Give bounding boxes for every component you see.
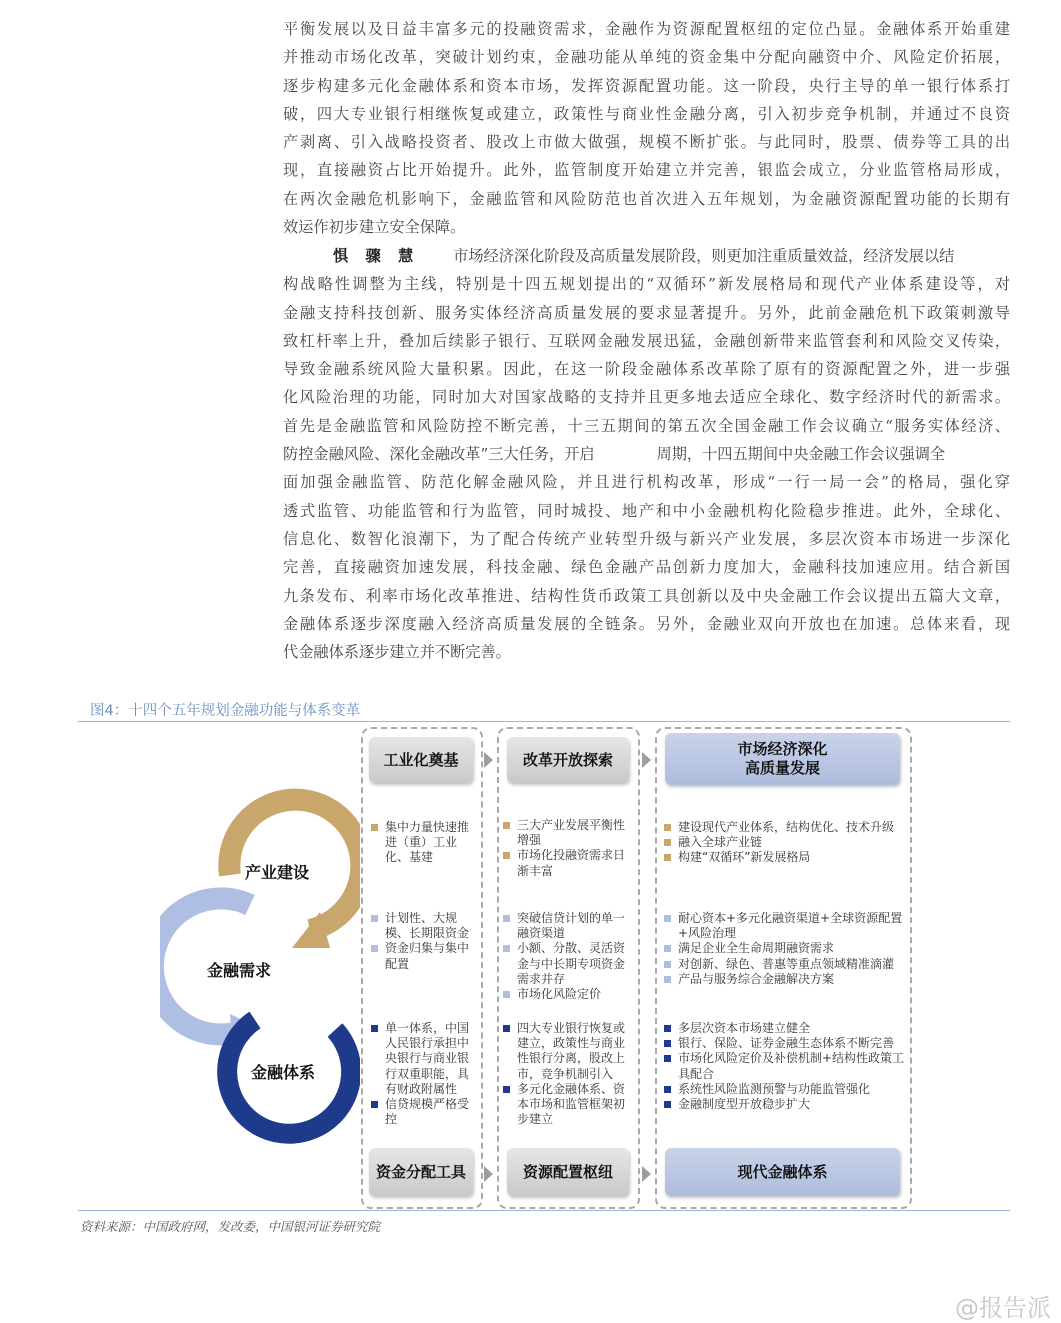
- stage-3-demand-list: [662, 911, 908, 987]
- stage-2-footer: 资源配置枢纽: [507, 1148, 629, 1196]
- text-fragment: 市场经济深化阶段及高质量发展阶段，则更加注重质量效益，经济发展以结: [453, 247, 955, 265]
- text-line: 透式监管、功能监管和行为监管，同时城投、地产和中小金融机构化险稳步推进。此外，全球化、: [283, 501, 1010, 520]
- arrow-right-icon: [642, 1166, 651, 1182]
- list-item: 建设现代产业体系，结构优化、技术升级: [662, 820, 908, 835]
- list-item: 系统性风险监测预警与功能监管强化: [662, 1082, 908, 1097]
- arrow-right-icon: [484, 1166, 493, 1182]
- stage-1-system-list: [369, 1021, 477, 1127]
- list-item: 市场化风险定价及补偿机制+结构性政策工具配合: [662, 1051, 908, 1081]
- list-item: 小额、分散、灵活资金与中长期专项资金需求并存: [501, 941, 634, 987]
- text-line: 九条发布、利率市场化改革推进、结构性货币政策工具创新以及中央金融工作会议提出五篇大文章，: [283, 586, 1010, 605]
- text-line: 并推动市场化改革，突破计划约束，金融功能从单纯的资金集中分配向融资中介、风险定价拓展，: [283, 48, 1010, 67]
- text-line: 金融支持科技创新、服务实体经济高质量发展的要求显著提升。另外，此前金融危机下政策刺激导: [283, 303, 1010, 322]
- list-item: 满足企业全生命周期融资需求: [662, 941, 908, 956]
- bold-lead: 惧 骤 慧: [333, 247, 420, 265]
- stage-1-header: 工业化奠基: [369, 737, 473, 783]
- text-line: 现，直接融资占比开始提升。此外，监管制度开始建立并完善，银监会成立，分业监管格局形成，: [283, 161, 1010, 180]
- text-line: 面加强金融监管、防范化解金融风险，并且进行机构改革，形成“一行一局一会”的格局，强化穿: [283, 473, 1010, 492]
- stage-1-demand-list: [369, 911, 477, 972]
- text-fragment: 周期，十四五期间中央金融工作会议强调全: [656, 445, 946, 464]
- list-item: 三大产业发展平衡性增强: [501, 818, 634, 848]
- list-item: 信贷规模严格受控: [369, 1097, 477, 1127]
- list-item: 单一体系，中国人民银行承担中央银行与商业银行双重职能，具有财政附属性: [369, 1021, 477, 1097]
- text-line: 导致金融系统风险大量积累。因此，在这一阶段金融体系改革除了原有的资源配置之外，进一步强: [283, 360, 1010, 379]
- arrow-right-icon: [642, 752, 651, 768]
- figure-source: 资料来源：中国政府网，发改委，中国银河证券研究院: [80, 1219, 381, 1234]
- list-item: 集中力量快速推进（重）工业化、基建: [369, 820, 477, 866]
- text-line: 代金融体系逐步建立并不断完善。: [283, 643, 511, 662]
- text-line: 完善，直接融资加速发展，科技金融、绿色金融产品创新力度加大，金融科技加速应用。结合新国: [283, 558, 1010, 577]
- text-fragment: 防控金融风险、深化金融改革”三大任务，开启: [283, 445, 595, 464]
- cycle-label-demand: 金融需求: [207, 961, 272, 980]
- stage-3-industry-list: [662, 820, 908, 866]
- text-line: 效运作初步建立安全保障。: [283, 218, 466, 237]
- text-line: [283, 440, 1010, 468]
- list-item: 构建“双循环”新发展格局: [662, 850, 908, 865]
- figure-divider-bottom: [78, 1210, 1010, 1211]
- text-line: [283, 242, 1010, 270]
- text-line: 信息化、数智化浪潮下，为了配合传统产业转型升级与新兴产业发展，多层次资本市场进一步深化: [283, 529, 1010, 548]
- stage-2-demand-list: [501, 911, 634, 1002]
- cycle-label-industry: 产业建设: [245, 863, 310, 882]
- stage-1-footer: 资金分配工具: [369, 1148, 473, 1196]
- text-line: 金融体系逐步深度融入经济高质量发展的全链条。另外，金融业双向开放也在加速。总体来看，现: [283, 614, 1010, 633]
- text-line: 致杠杆率上升，叠加后续影子银行、互联网金融发展迅猛，金融创新带来监管套利和风险交叉传染，: [283, 331, 1010, 350]
- watermark: @报告派: [955, 1294, 1051, 1322]
- stage-2-system-list: [501, 1021, 634, 1127]
- stage-3-system-list: [662, 1021, 908, 1112]
- stage-1-industry-list: [369, 820, 477, 866]
- figure-title: 图4：十四个五年规划金融功能与体系变革: [90, 703, 361, 719]
- list-item: 多元化金融体系、资本市场和监管框架初步建立: [501, 1082, 634, 1128]
- stage-3-header: 市场经济深化 高质量发展: [665, 733, 900, 785]
- list-item: 耐心资本+多元化融资渠道+全球资源配置+风险治理: [662, 911, 908, 941]
- list-item: 市场化风险定价: [501, 987, 634, 1002]
- text-line: 化风险治理的功能，同时加大对国家战略的支持并且更多地去适应全球化、数字经济时代的新需求。: [283, 388, 1010, 407]
- list-item: 四大专业银行恢复或建立，政策性与商业性银行分离，股改上市，竞争机制引入: [501, 1021, 634, 1082]
- text-line: 在两次金融危机影响下，金融监管和风险防范也首次进入五年规划，为金融资源配置功能的长期有: [283, 189, 1010, 208]
- paragraph-1: [283, 15, 1010, 241]
- arrow-right-icon: [484, 752, 493, 768]
- list-item: 金融制度型开放稳步扩大: [662, 1097, 908, 1112]
- list-item: 资金归集与集中配置: [369, 941, 477, 971]
- list-item: 融入全球产业链: [662, 835, 908, 850]
- text-line: 平衡发展以及日益丰富多元的投融资需求，金融作为资源配置枢纽的定位凸显。金融体系开始重建: [283, 20, 1010, 38]
- list-item: 对创新、绿色、普惠等重点领域精准滴灌: [662, 957, 908, 972]
- text-line: 首先是金融监管和风险防控不断完善，十三五期间的第五次全国金融工作会议确立“服务实体经济、: [283, 416, 1010, 435]
- text-line: 产剥离、引入战略投资者、股改上市做大做强，规模不断扩张。与此同时，股票、债券等工具的出: [283, 133, 1010, 152]
- cycle-label-system: 金融体系: [251, 1063, 316, 1082]
- stage-2-industry-list: [501, 818, 634, 879]
- list-item: 突破信贷计划的单一融资渠道: [501, 911, 634, 941]
- text-line: 破，四大专业银行相继恢复或建立，政策性与商业性金融分离，引入初步竞争机制，并通过不良资: [283, 104, 1010, 123]
- text-line: 逐步构建多元化金融体系和资本市场，发挥资源配置功能。这一阶段，央行主导的单一银行体系打: [283, 76, 1010, 95]
- stage-2-header: 改革开放探索: [507, 737, 629, 783]
- paragraph-2: [283, 242, 1010, 666]
- stage-3-footer: 现代金融体系: [665, 1148, 900, 1196]
- text-line: 构战略性调整为主线，特别是十四五规划提出的“双循环”新发展格局和现代产业体系建设等，对: [283, 275, 1010, 294]
- list-item: 多层次资本市场建立健全: [662, 1021, 908, 1036]
- list-item: 产品与服务综合金融解决方案: [662, 972, 908, 987]
- list-item: 银行、保险、证券金融生态体系不断完善: [662, 1036, 908, 1051]
- list-item: 计划性、大规模、长期限资金: [369, 911, 477, 941]
- figure-divider-top: [78, 721, 1010, 722]
- list-item: 市场化投融资需求日渐丰富: [501, 848, 634, 878]
